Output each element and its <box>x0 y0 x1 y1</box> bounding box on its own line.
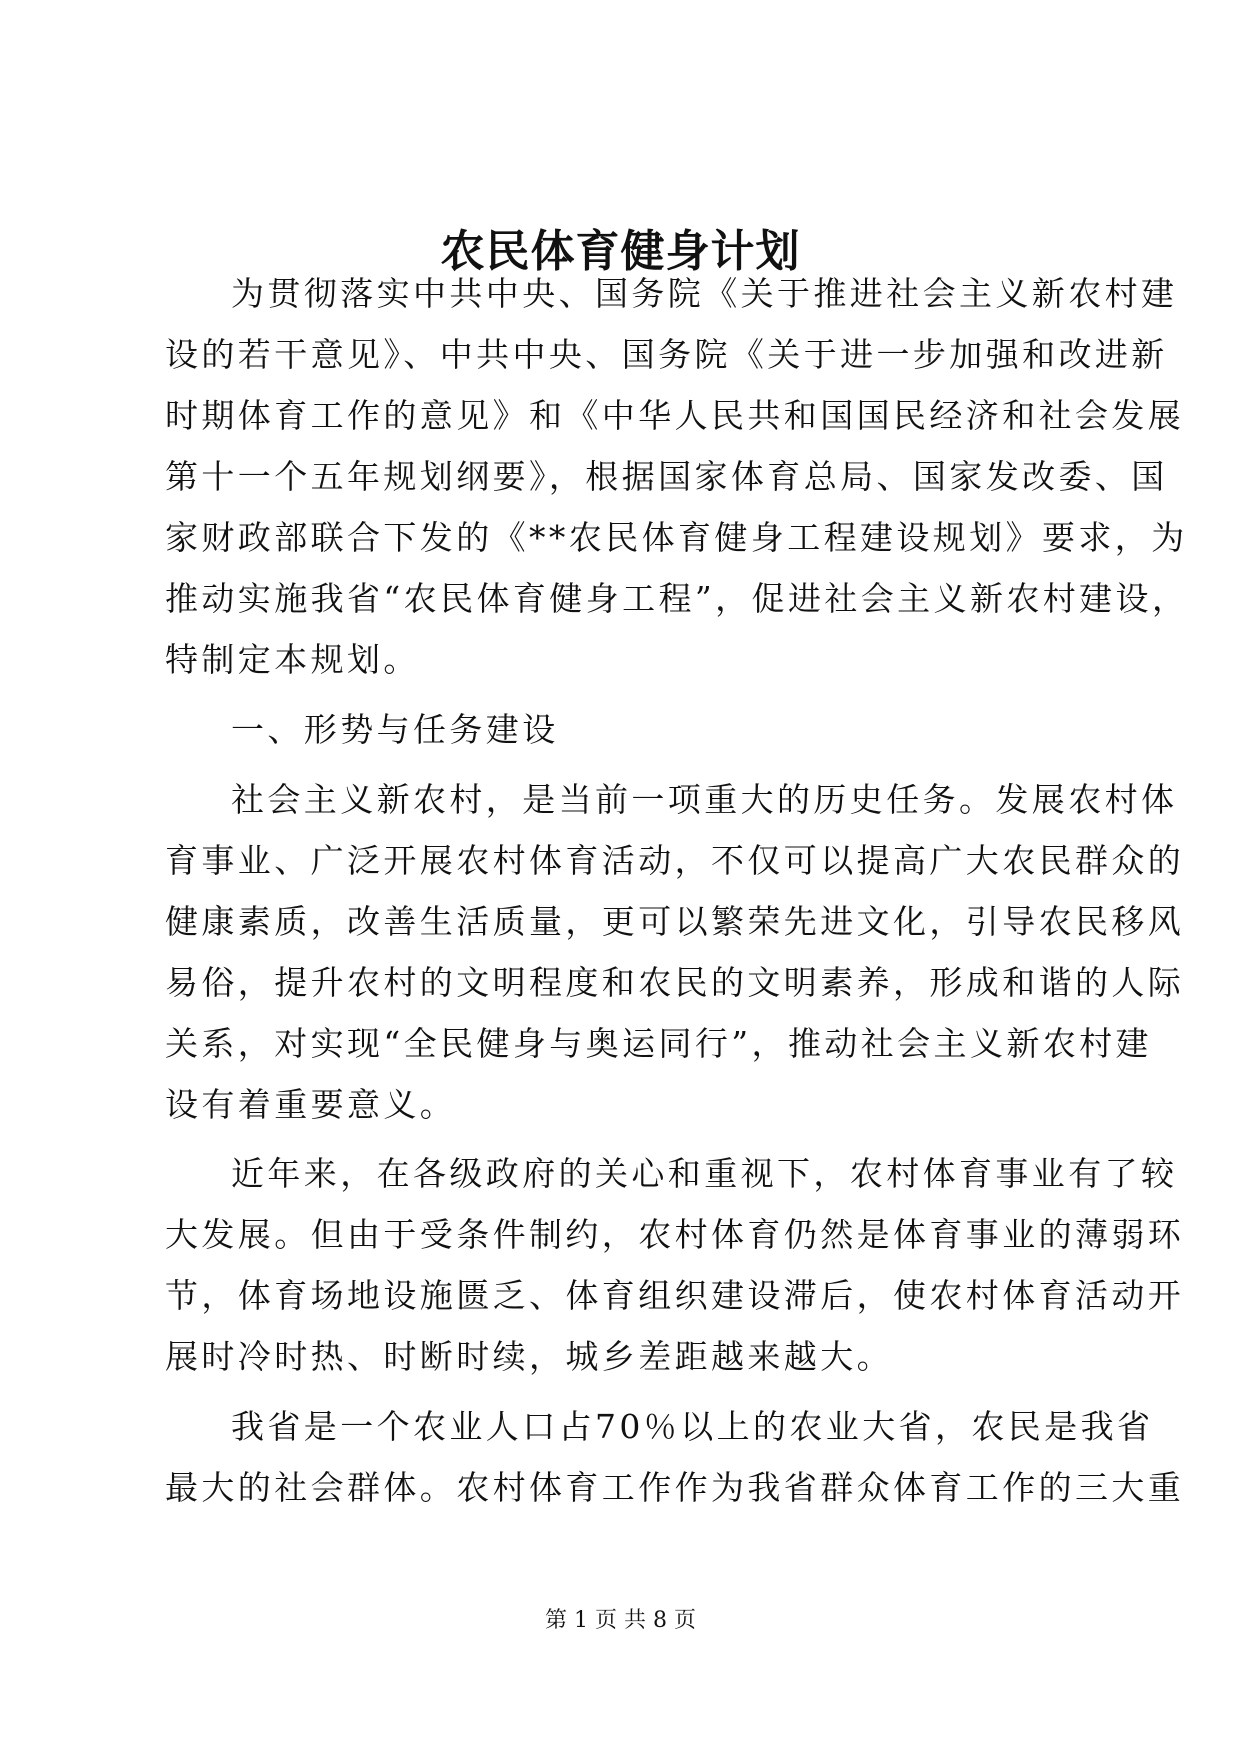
paragraph-line: 第十一个五年规划纲要》，根据国家体育总局、国家发改委、国 <box>165 457 1168 496</box>
paragraph-line: 展时冷时热、时断时续，城乡差距越来越大。 <box>165 1337 893 1376</box>
paragraph-line: 设有着重要意义。 <box>165 1085 457 1124</box>
paragraph-line: 关系，对实现“全民健身与奥运同行”，推动社会主义新农村建 <box>165 1024 1152 1063</box>
paragraph-line: 社会主义新农村，是当前一项重大的历史任务。发展农村体 <box>231 780 1178 819</box>
page-footer: 第 1 页 共 8 页 <box>545 1608 696 1633</box>
paragraph-line: 为贯彻落实中共中央、国务院《关于推进社会主义新农村建 <box>231 274 1178 313</box>
paragraph-line: 节，体育场地设施匮乏、体育组织建设滞后，使农村体育活动开 <box>165 1276 1185 1315</box>
paragraph-line: 大发展。但由于受条件制约，农村体育仍然是体育事业的薄弱环 <box>165 1215 1185 1254</box>
paragraph-line: 时期体育工作的意见》和《中华人民共和国国民经济和社会发展 <box>165 396 1185 435</box>
paragraph-line: 育事业、广泛开展农村体育活动，不仅可以提高广大农民群众的 <box>165 841 1185 880</box>
paragraph-line: 近年来，在各级政府的关心和重视下，农村体育事业有了较 <box>231 1154 1178 1193</box>
paragraph-line: 家财政部联合下发的《**农民体育健身工程建设规划》要求，为 <box>165 518 1188 557</box>
paragraph-line: 最大的社会群体。农村体育工作作为我省群众体育工作的三大重 <box>165 1468 1185 1507</box>
document-title: 农民体育健身计划 <box>440 226 801 277</box>
paragraph-line: 健康素质，改善生活质量，更可以繁荣先进文化，引导农民移风 <box>165 902 1185 941</box>
section-heading: 一、形势与任务建设 <box>231 710 559 749</box>
paragraph-line: 我省是一个农业人口占70％以上的农业大省，农民是我省 <box>231 1407 1154 1446</box>
paragraph-line: 特制定本规划。 <box>165 640 420 679</box>
paragraph-line: 易俗，提升农村的文明程度和农民的文明素养，形成和谐的人际 <box>165 963 1185 1002</box>
paragraph-line: 推动实施我省“农民体育健身工程”，促进社会主义新农村建设， <box>165 579 1189 618</box>
paragraph-line: 设的若干意见》、中共中央、国务院《关于进一步加强和改进新 <box>165 335 1168 374</box>
